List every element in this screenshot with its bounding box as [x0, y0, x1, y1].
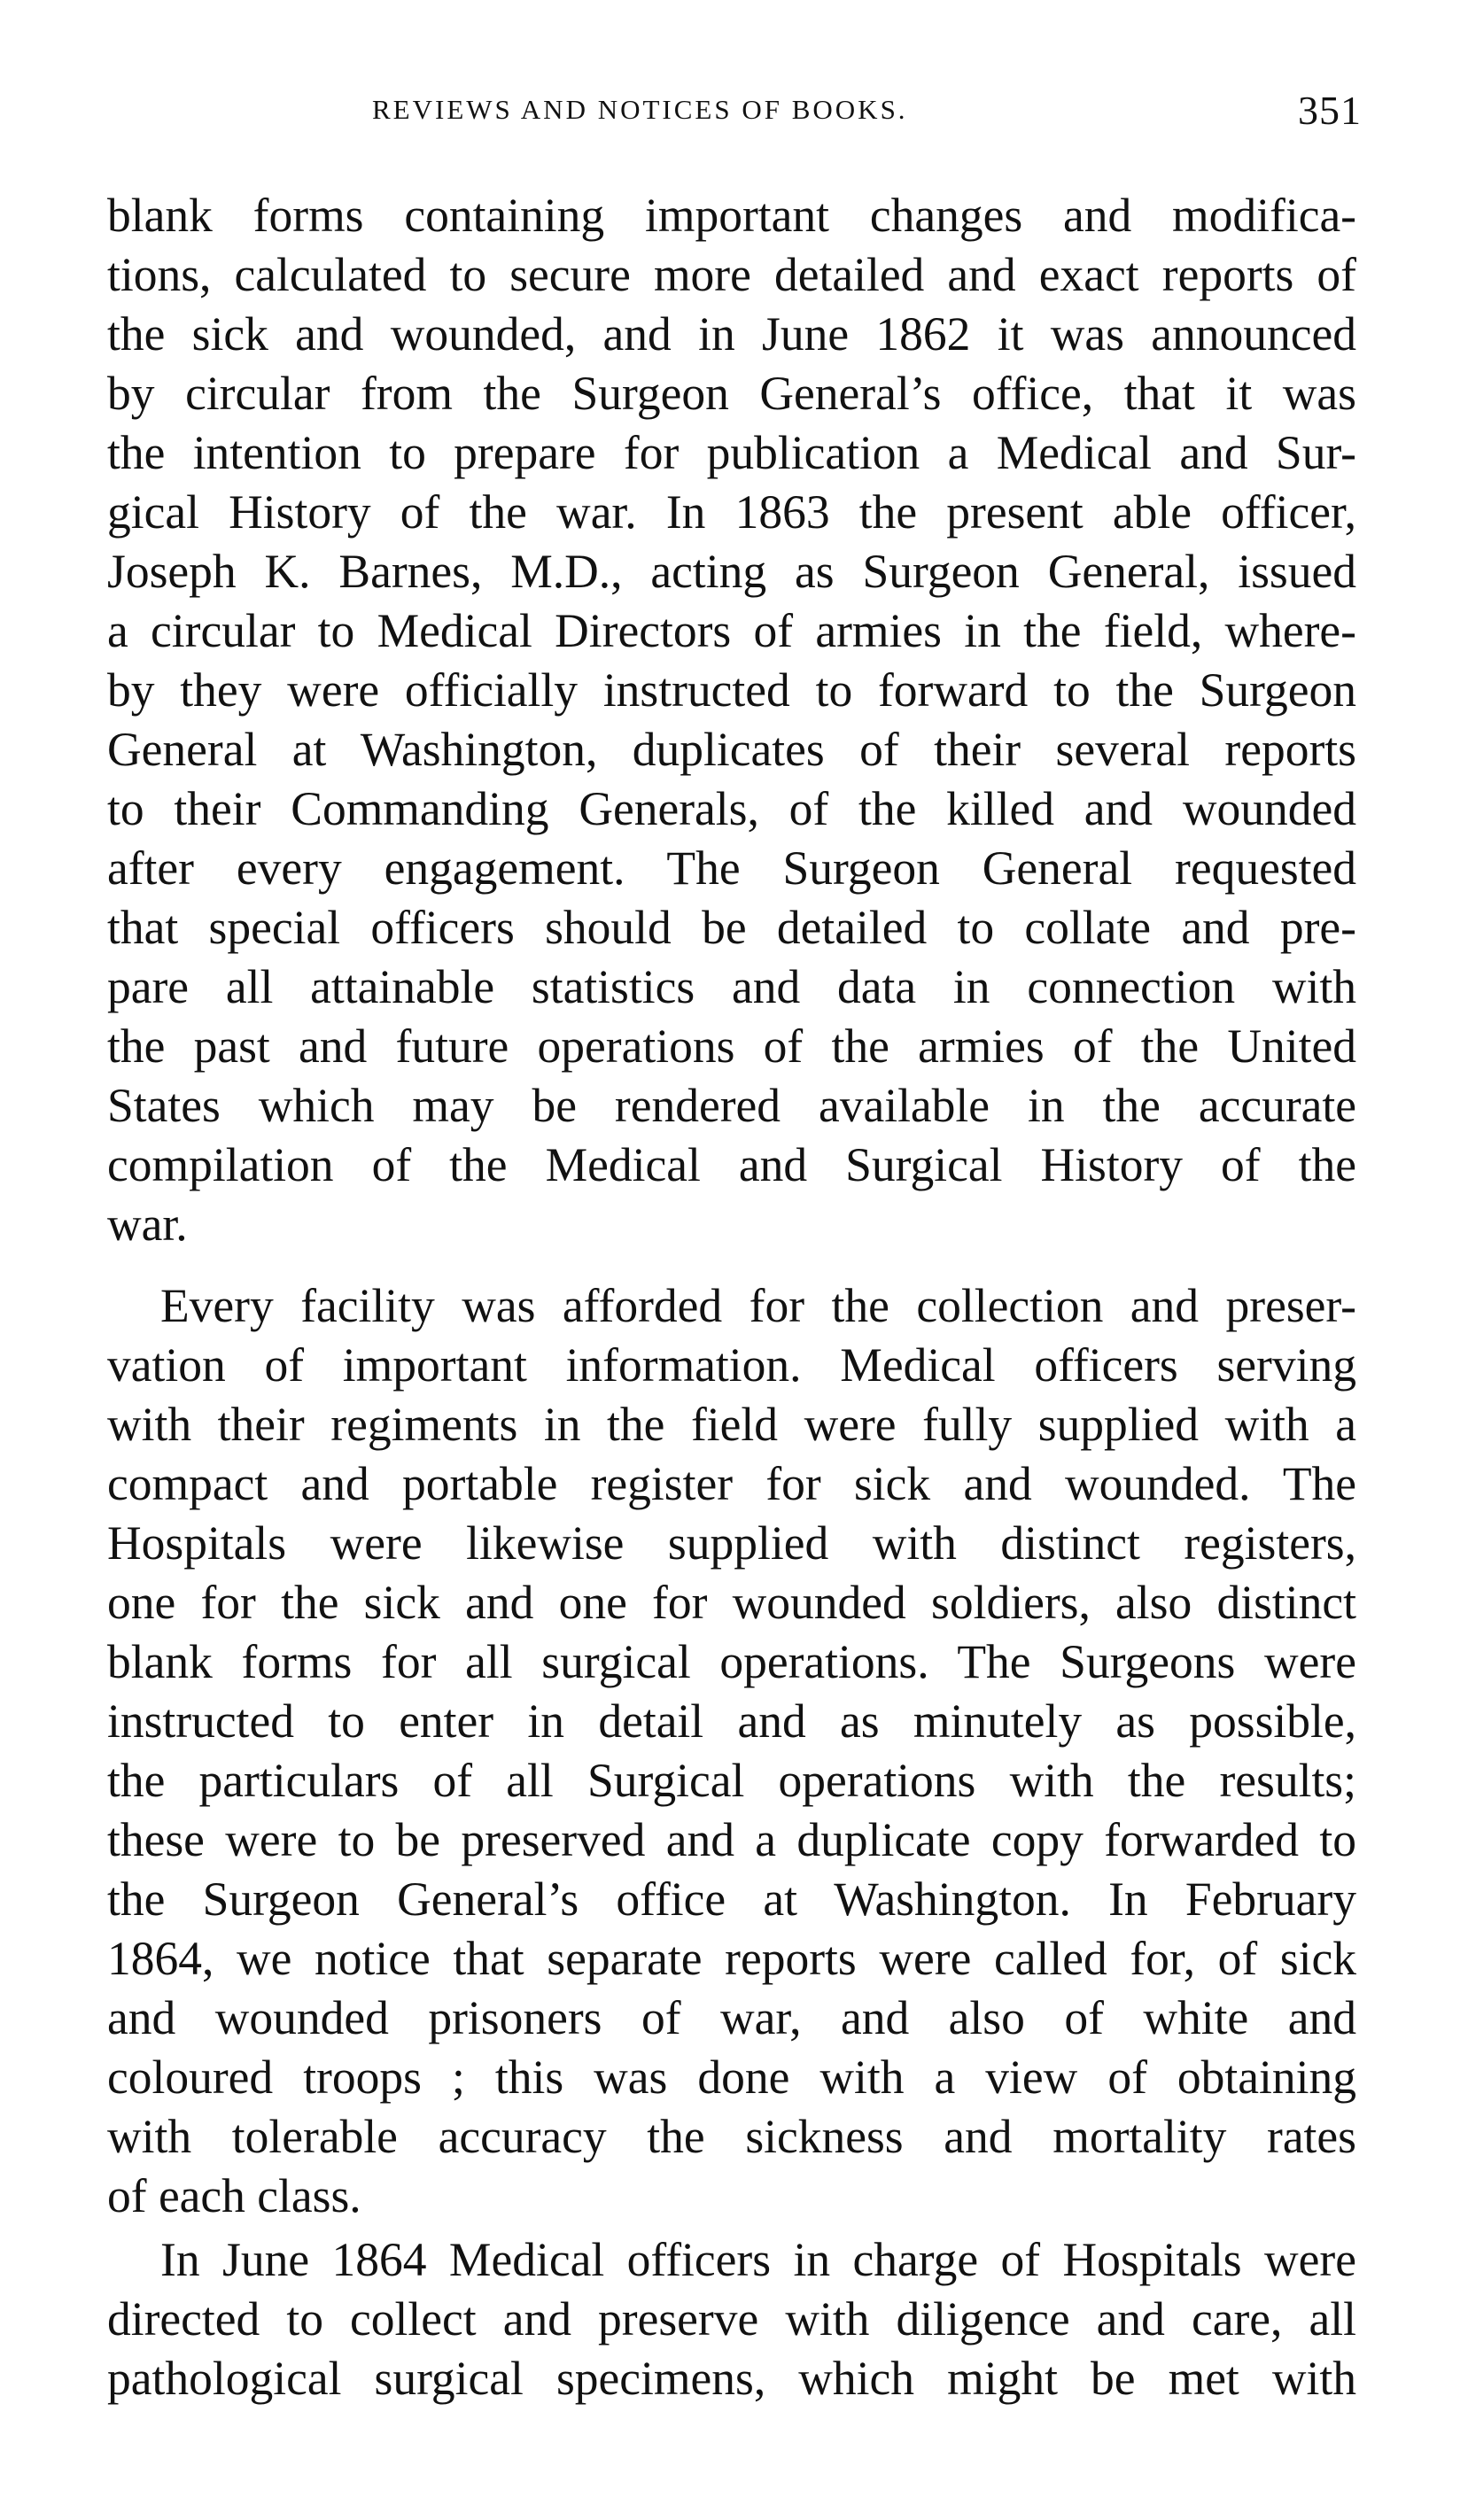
- text-line: compilation of the Medical and Surgical History of the: [107, 1138, 1356, 1191]
- text-line: instructed to enter in detail and as minutely as possible,: [107, 1694, 1356, 1748]
- running-head: REVIEWS AND NOTICES OF BOOKS.: [372, 94, 908, 125]
- paragraph-3: [107, 2230, 1356, 2408]
- text-line: the intention to prepare for publication a Medical and Sur-: [107, 426, 1356, 479]
- text-line: blank forms containing important changes and modifica-: [107, 189, 1356, 242]
- text-line: with tolerable accuracy the sickness and mortality rates: [107, 2110, 1356, 2163]
- text-line: Hospitals were likewise supplied with distinct registers,: [107, 1516, 1356, 1570]
- text-line: vation of important information. Medical officers serving: [107, 1338, 1356, 1392]
- text-line: a circular to Medical Directors of armies in the field, where-: [107, 604, 1356, 657]
- text-line: Every facility was afforded for the collection and preser-: [160, 1279, 1356, 1332]
- text-line: blank forms for all surgical operations. The Surgeons were: [107, 1635, 1356, 1688]
- text-line: one for the sick and one for wounded soldiers, also distinct: [107, 1576, 1356, 1629]
- text-line: compact and portable register for sick and wounded. The: [107, 1457, 1356, 1510]
- text-line: tions, calculated to secure more detailed and exact reports of: [107, 248, 1356, 301]
- page-number: 351: [1298, 88, 1362, 133]
- text-line: the Surgeon General’s office at Washington. In February: [107, 1873, 1356, 1926]
- text-line: General at Washington, duplicates of their several reports: [107, 723, 1356, 776]
- text-line: gical History of the war. In 1863 the present able officer,: [107, 485, 1356, 539]
- text-line: war.: [107, 1198, 188, 1251]
- text-line: and wounded prisoners of war, and also of white and: [107, 1991, 1356, 2044]
- text-line: to their Commanding Generals, of the killed and wounded: [107, 782, 1356, 835]
- text-line: by they were officially instructed to forward to the Surgeon: [107, 663, 1356, 717]
- text-line: of each class.: [107, 2169, 361, 2222]
- text-line: by circular from the Surgeon General’s office, that it was: [107, 367, 1356, 420]
- text-line: these were to be preserved and a duplicate copy forwarded to: [107, 1813, 1356, 1866]
- text-line: 1864, we notice that separate reports were called for, of sick: [107, 1932, 1356, 1985]
- text-line: coloured troops ; this was done with a view of obtaining: [107, 2051, 1356, 2104]
- text-line: the sick and wounded, and in June 1862 it was announced: [107, 307, 1356, 361]
- text-line: pathological surgical specimens, which might be met with: [107, 2352, 1356, 2405]
- text-line: the past and future operations of the armies of the United: [107, 1020, 1356, 1073]
- text-line: that special officers should be detailed to collate and pre-: [107, 901, 1356, 954]
- text-line: after every engagement. The Surgeon General requested: [107, 841, 1356, 895]
- text-line: Joseph K. Barnes, M.D., acting as Surgeon General, issued: [107, 545, 1356, 598]
- text-line: pare all attainable statistics and data in connection with: [107, 960, 1356, 1013]
- text-line: In June 1864 Medical officers in charge of Hospitals were: [160, 2233, 1356, 2286]
- paragraph-1: [107, 186, 1356, 1254]
- text-line: directed to collect and preserve with diligence and care, all: [107, 2292, 1356, 2346]
- text-line: States which may be rendered available in the accurate: [107, 1079, 1356, 1132]
- text-line: the particulars of all Surgical operations with the results;: [107, 1754, 1356, 1807]
- text-line: with their regiments in the field were fully supplied with a: [107, 1398, 1356, 1451]
- paragraph-2: [107, 1276, 1356, 2226]
